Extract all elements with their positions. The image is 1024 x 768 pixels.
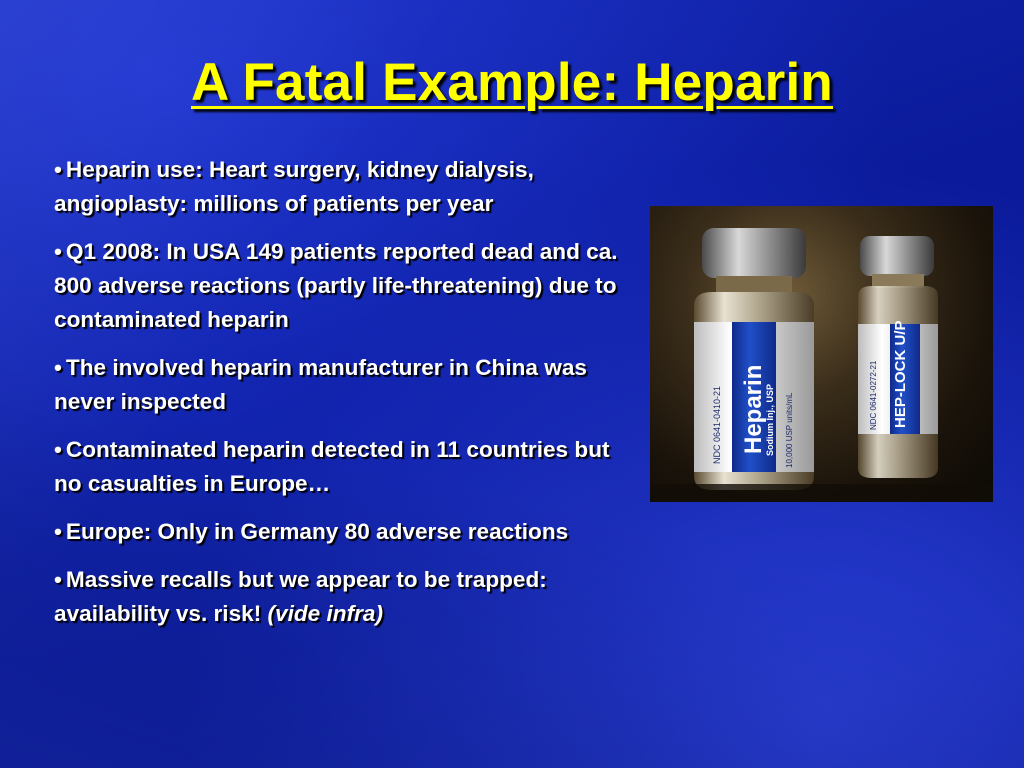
back-vial-ndc: NDC 0641-0272-21 [869, 360, 878, 430]
bullet-item [54, 153, 639, 221]
bullet-dot: • [54, 519, 62, 544]
bullet-dot: • [54, 239, 62, 264]
slide-title: A Fatal Example: Heparin [191, 53, 833, 112]
bullet-text: Heparin use: Heart surgery, kidney dialysis, angioplasty: millions of patients per year [54, 157, 534, 216]
front-vial-strength: 10,000 USP units/mL [785, 392, 794, 468]
front-vial [694, 228, 814, 490]
bullet-text: Europe: Only in Germany 80 adverse reactions [65, 519, 569, 544]
bullet-item [54, 433, 639, 501]
bullet-item [54, 515, 639, 549]
bullet-text: Q1 2008: In USA 149 patients reported dead and ca. 800 adverse reactions (partly life-threatening) due to contaminated heparin [54, 239, 618, 332]
back-vial-brand: HEP-LOCK U/P [892, 320, 909, 428]
bullet-dot: • [54, 355, 62, 380]
bullet-item [54, 235, 639, 337]
bullet-italic-note: (vide infra) [267, 601, 384, 626]
bullet-text: Massive recalls but we appear to be trapped: availability vs. risk! [54, 567, 547, 626]
heparin-vials-photo [650, 206, 993, 502]
front-vial-ndc: NDC 0641-0410-21 [712, 385, 722, 464]
bullet-list [54, 153, 639, 645]
bullet-text: Contaminated heparin detected in 11 countries but no casualties in Europe… [54, 437, 610, 496]
back-vial [858, 236, 938, 478]
bullet-dot: • [54, 567, 62, 592]
bullet-item [54, 563, 639, 631]
front-vial-brand: Heparin [740, 364, 767, 454]
bullet-dot: • [54, 437, 62, 462]
bullet-text: The involved heparin manufacturer in China was never inspected [54, 355, 587, 414]
front-vial-sub: Sodium Inj., USP [765, 383, 775, 456]
bullet-item [54, 351, 639, 419]
bullet-dot: • [54, 157, 62, 182]
